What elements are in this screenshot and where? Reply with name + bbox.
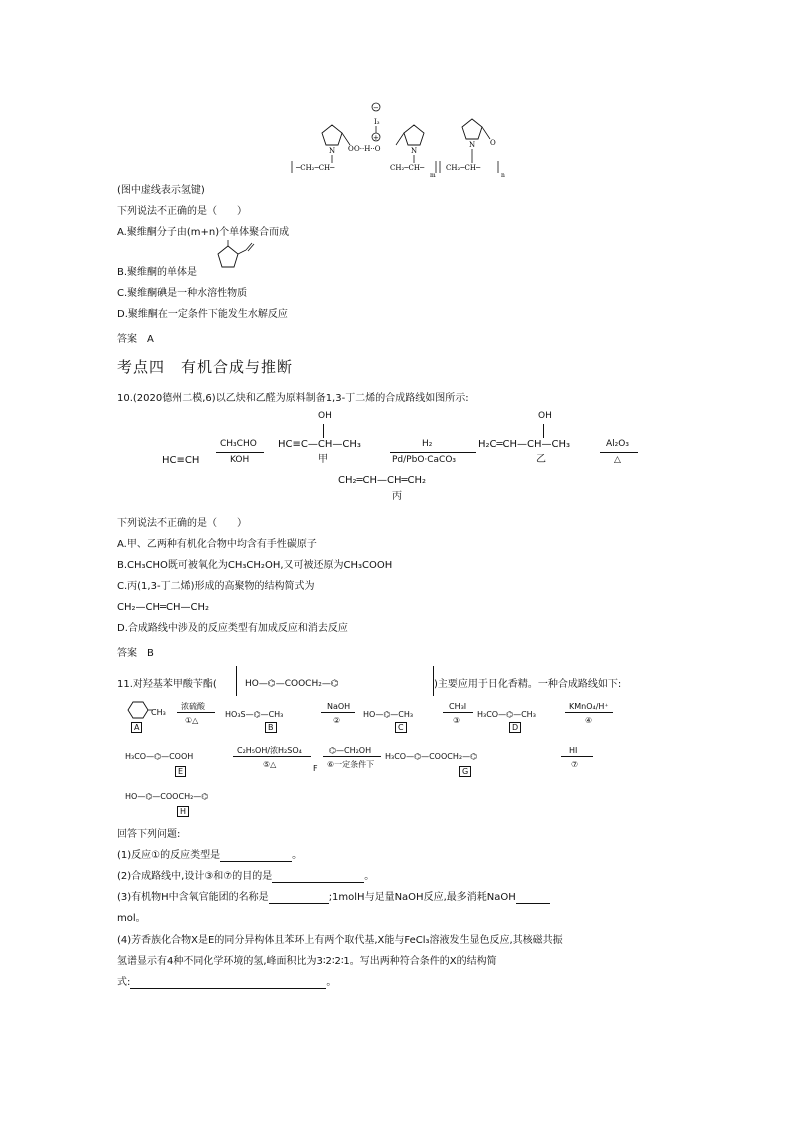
q11-sub3-answer-blank-2[interactable] [516,892,550,904]
compound-b-label: B [265,722,277,733]
n-vinylpyrrolidone-structure [210,240,270,280]
compound-d-label: D [509,722,521,733]
compound-d-formula: H₃CO—⌬—CH₃ [477,710,536,719]
step4-reagent: KMnO₄/H⁺ [569,702,609,711]
pyrrolidone-ring-3 [462,119,496,149]
reagent-2-bottom: Pd/PbO·CaCO₃ [392,455,457,465]
q11-sub2-period: 。 [364,871,375,882]
step7-arrow [561,756,593,757]
compound-h-formula: HO—⌬—COOCH₂—⌬ [125,792,209,801]
q11-sub4-line2: 氢谱显示有4种不同化学环境的氢,峰面积比为3∶2∶2∶1。写出两种符合条件的X的结构简 [117,956,497,967]
jia-oh-bond [323,424,324,438]
q10-synthesis-scheme [160,410,640,490]
q11-sub1-text: (1)反应①的反应类型是 [117,850,221,861]
svg-text:CH₂─CH─: CH₂─CH─ [446,164,481,172]
step3-condition: ③ [453,716,461,725]
q11-sub2 [117,870,374,883]
q10-answer: 答案 B [117,648,154,659]
step1-condition: ①△ [185,716,199,725]
q11-sub1-period: 。 [292,850,303,861]
jia-formula: HC≡C—CH—CH₃ [278,439,361,450]
step2-reagent: NaOH [327,702,351,711]
step6-condition: ⑥一定条件下 [327,760,375,769]
q11-stem-post: )主要应用于日化香精。一种合成路线如下: [434,679,622,690]
yi-oh-bond [543,424,544,438]
q11-sub3-text-a: (3)有机物H中含氧官能团的名称是 [117,892,269,903]
arrow-3 [600,452,638,453]
q10-option-d: D.合成路线中涉及的反应类型有加成反应和消去反应 [117,623,348,634]
step5-condition: ⑤△ [263,760,277,769]
svg-text:O: O [490,139,496,147]
q11-scheme-row-2 [117,740,657,780]
q11-stem-pre: 11.对羟基苯甲酸苄酯( [117,679,217,690]
step7-condition: ⑦ [571,760,579,769]
pyrrolidone-ring-2 [396,125,424,155]
polymer-backbone [292,161,505,179]
q11-scheme-row-3 [117,784,417,820]
step1-arrow [177,712,215,713]
compound-g-label: G [459,766,471,777]
compound-h-label: H [177,806,189,817]
toluene-ring-icon [125,700,153,723]
acetylene: HC≡CH [162,455,200,466]
figure-note: (图中虚线表示氢键) [117,185,205,196]
step3-reagent: CH₃I [449,702,467,711]
step5-arrow [233,756,311,757]
q11-sub1-answer-blank[interactable] [220,850,292,862]
q10-stem: 10.(2020德州二模,6)以乙炔和乙醛为原料制备1,3-丁二烯的合成路线如图所示: [117,393,469,404]
compound-b-formula: HO₃S—⌬—CH₃ [225,710,284,719]
q11-scheme-row-1 [117,698,657,736]
q11-target-structure [236,666,434,696]
q11-sub4-line1: (4)芳香族化合物X是E的同分异构体且苯环上有两个取代基,X能与FeCl₃溶液发生显色反应,其核磁共振 [117,935,563,946]
svg-text:CH₂─CH─: CH₂─CH─ [390,164,425,172]
svg-text:m: m [430,172,436,179]
q9-option-a: A.聚维酮分子由(m+n)个单体聚合而成 [117,227,290,238]
step4-condition: ④ [585,716,593,725]
reagent-3-bottom: △ [614,455,621,465]
q9-answer: 答案 A [117,334,154,345]
triiodide-ion [372,103,380,142]
polyvinylpyrrolidone-iodine-figure [290,95,520,180]
q10-option-c: C.丙(1,3-丁二烯)形成的高聚物的结构简式为 [117,581,315,592]
step5-reagent: C₂H₅OH/浓H₂SO₄ [237,746,302,755]
q11-sub4-period: 。 [326,977,337,988]
q11-sub4-answer-blank[interactable] [130,977,326,989]
q9-option-c: C.聚维酮碘是一种水溶性物质 [117,288,248,299]
compound-e-formula: H₃CO—⌬—COOH [125,752,194,761]
step6-reagent: ⌬—CH₂OH [329,746,372,755]
q11-sub1 [117,849,302,862]
reagent-3-top: Al₂O₃ [606,439,629,449]
bing-formula: CH₂═CH—CH═CH₂ [338,475,427,486]
q10-option-a: A.甲、乙两种有机化合物中均含有手性碳原子 [117,539,317,550]
q9-stem: 下列说法不正确的是（ ） [117,206,247,217]
step4-arrow [565,712,613,713]
q11-sub3 [117,891,550,904]
reagent-1-top: CH₃CHO [220,439,257,449]
svg-text:N: N [469,141,476,149]
compound-a-label: A [131,722,142,733]
q11-sub3-unit: mol。 [117,913,146,924]
q10-option-b: B.CH₃CHO既可被氧化为CH₃CH₂OH,又可被还原为CH₃COOH [117,560,393,571]
q11-sub3-text-b: ;1molH与足量NaOH反应,最多消耗NaOH [328,892,516,903]
arrow-2 [390,452,476,453]
q11-prompt: 回答下列问题: [117,829,181,840]
svg-text:N: N [411,147,418,155]
step7-reagent: HI [569,746,578,755]
step2-condition: ② [333,716,341,725]
reagent-1-bottom: KOH [230,455,250,465]
svg-text:O: O [348,145,354,153]
bing-label: 丙 [392,491,402,502]
q11-sub3-answer-blank-1[interactable] [269,892,329,904]
jia-label: 甲 [318,454,328,465]
hydrogen-bond-label: O··H··O [354,145,381,153]
section-title: 考点四 有机合成与推断 [117,358,294,376]
q10-option-c-formula: CH₂—CH═CH—CH₂ [117,602,210,613]
compound-f-label: F [313,764,318,773]
target-structure-text: HO—⌬—COOCH₂—⌬ [245,679,339,689]
reagent-2-top: H₂ [422,439,433,449]
q11-sub2-answer-blank[interactable] [272,871,364,883]
compound-c-formula: HO—⌬—CH₃ [363,710,414,719]
svg-text:─CH₂─CH─: ─CH₂─CH─ [296,164,335,172]
svg-text:n: n [501,172,505,179]
jia-oh: OH [318,411,332,421]
yi-oh: OH [538,411,552,421]
pyrrolidone-ring-1 [322,125,354,155]
svg-text:−: − [373,104,379,112]
step6-arrow [323,756,381,757]
yi-formula: H₂C═CH—CH—CH₃ [478,439,571,450]
q11-sub2-text: (2)合成路线中,设计③和⑦的目的是 [117,871,273,882]
svg-text:N: N [329,147,336,155]
svg-text:I₃: I₃ [374,118,380,126]
arrow-1 [216,452,264,453]
compound-e-label: E [175,766,186,777]
q9-option-d: D.聚维酮在一定条件下能发生水解反应 [117,309,288,320]
step2-arrow [321,712,355,713]
q11-sub4-line3 [117,976,336,989]
step3-arrow [443,712,473,713]
svg-text:+: + [373,134,379,142]
yi-label: 乙 [536,454,546,465]
compound-a-methyl: CH₃ [151,708,166,717]
q11-sub4-text: 式: [117,977,131,988]
q9-option-b: B.聚维酮的单体是 [117,267,198,278]
compound-c-label: C [395,722,407,733]
compound-g-formula: H₃CO—⌬—COOCH₂—⌬ [385,752,478,761]
q10-post-stem: 下列说法不正确的是（ ） [117,518,247,529]
step1-reagent: 浓硫酸 [181,702,205,711]
